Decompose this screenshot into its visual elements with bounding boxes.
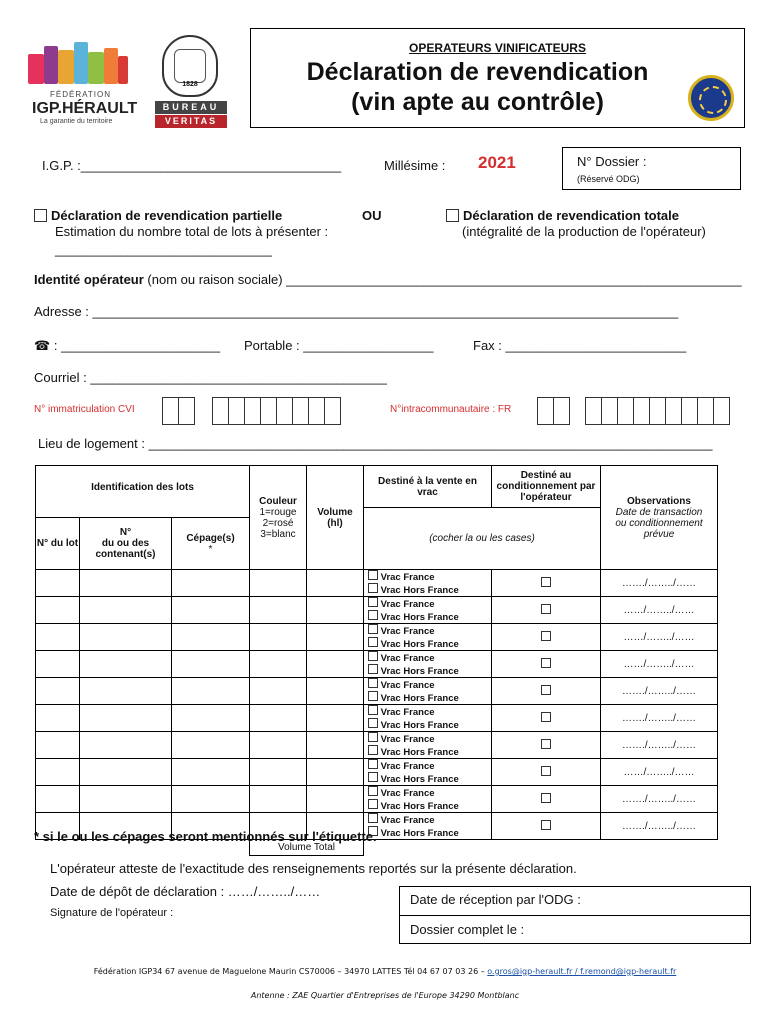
igp-tagline: La garantie du territoire <box>40 118 113 125</box>
obs-date-cell[interactable]: ……./……../…… <box>601 678 718 705</box>
vrac-france-option[interactable] <box>368 570 491 583</box>
vrac-france-option[interactable] <box>368 678 491 691</box>
obs-date-cell[interactable]: ……/……../…… <box>601 597 718 624</box>
vrac-france-option[interactable] <box>368 813 491 826</box>
title-line-2: (vin apte au contrôle) <box>351 88 604 116</box>
title-box <box>250 28 745 128</box>
contenants-cell[interactable] <box>80 597 172 624</box>
couleur-cell[interactable] <box>250 651 307 678</box>
email-blank: _________________________________________ <box>90 370 387 385</box>
or-label: OU <box>362 208 382 223</box>
vrac-hors-option[interactable] <box>368 583 491 596</box>
vrac-hors-checkbox[interactable] <box>368 718 378 728</box>
cond-checkbox[interactable] <box>541 766 551 776</box>
cepage-cell[interactable] <box>172 732 250 759</box>
signature-field[interactable]: Signature de l'opérateur : <box>50 907 174 919</box>
mobile-label: Portable : <box>244 338 300 353</box>
millesime-year: 2021 <box>478 153 516 172</box>
couleur-1: 1=rouge <box>259 506 297 518</box>
footer-email-link[interactable]: o.gros@igp-herault.fr / f.remond@igp-herault.fr <box>487 967 677 976</box>
total-label: Déclaration de revendication totale <box>463 208 680 223</box>
contenants-cell[interactable] <box>80 786 172 813</box>
header-contenants <box>80 518 172 570</box>
eu-igp-seal-icon <box>688 75 734 121</box>
bv-seal-icon <box>162 35 218 97</box>
volume-cell[interactable] <box>307 786 364 813</box>
email-field[interactable] <box>34 370 387 385</box>
header-couleur <box>250 466 307 570</box>
vrac-france-checkbox[interactable] <box>368 813 378 823</box>
vrac-france-label: Vrac France <box>380 653 435 664</box>
header-cepage <box>172 518 250 570</box>
vrac-france-label: Vrac France <box>380 707 435 718</box>
email-label: Courriel : <box>34 370 87 385</box>
intracom-digits[interactable] <box>537 397 569 425</box>
obs-date-cell[interactable]: ……/……../…… <box>601 759 718 786</box>
couleur-2: 2=rosé <box>262 517 294 529</box>
vrac-cell <box>364 570 492 597</box>
intracom-digits-2[interactable] <box>585 397 729 425</box>
cepage-cell[interactable] <box>172 678 250 705</box>
vrac-hors-label: Vrac Hors France <box>380 693 459 704</box>
address-field[interactable] <box>34 304 678 319</box>
cepage-cell[interactable] <box>172 570 250 597</box>
vrac-hors-checkbox[interactable] <box>368 745 378 755</box>
cond-checkbox[interactable] <box>541 739 551 749</box>
volume-cell[interactable] <box>307 759 364 786</box>
vrac-hors-option[interactable] <box>368 610 491 623</box>
cond-checkbox[interactable] <box>541 631 551 641</box>
obs-date-cell[interactable]: ……./……../…… <box>601 813 718 840</box>
table-row <box>36 597 718 624</box>
cond-checkbox[interactable] <box>541 793 551 803</box>
cond-cell <box>492 624 601 651</box>
vrac-france-option[interactable] <box>368 732 491 745</box>
vrac-hors-option[interactable] <box>368 664 491 677</box>
lot-number-cell[interactable] <box>36 651 80 678</box>
lot-number-cell[interactable] <box>36 705 80 732</box>
table-row <box>36 759 718 786</box>
igp-blank: ____________________________________ <box>80 158 342 173</box>
vrac-hors-label: Vrac Hors France <box>380 666 459 677</box>
phone-label: : <box>53 338 58 353</box>
obs-date-cell[interactable]: ……./……../…… <box>601 732 718 759</box>
cond-cell <box>492 678 601 705</box>
volume-unit: (hl) <box>327 517 343 529</box>
cond-checkbox[interactable] <box>541 658 551 668</box>
vrac-hors-label: Vrac Hors France <box>380 801 459 812</box>
cond-checkbox[interactable] <box>541 712 551 722</box>
cvi-digits[interactable] <box>162 397 194 425</box>
bureau-veritas-logo <box>150 35 230 130</box>
cepage-cell[interactable] <box>172 624 250 651</box>
volume-cell[interactable] <box>307 624 364 651</box>
lieu-blank: ______________________________________________________________________________ <box>148 436 713 451</box>
table-row <box>36 786 718 813</box>
cond-checkbox[interactable] <box>541 685 551 695</box>
cepage-label: Cépage(s) <box>186 532 235 544</box>
volume-cell[interactable] <box>307 597 364 624</box>
couleur-cell[interactable] <box>250 759 307 786</box>
identity-blank: _______________________________________________________________ <box>286 272 742 287</box>
table-row <box>36 624 718 651</box>
cond-checkbox[interactable] <box>541 577 551 587</box>
lieu-label: Lieu de logement : <box>38 436 145 451</box>
contenants-cell[interactable] <box>80 732 172 759</box>
contenants-cell[interactable] <box>80 651 172 678</box>
contenants-label: du ou des contenant(s) <box>95 538 156 560</box>
cond-cell <box>492 651 601 678</box>
dossier-note: (Réservé ODG) <box>577 174 640 184</box>
table-row <box>36 570 718 597</box>
identity-label: Identité opérateur <box>34 272 144 287</box>
contenants-cell[interactable] <box>80 759 172 786</box>
couleur-cell[interactable] <box>250 705 307 732</box>
couleur-cell[interactable] <box>250 786 307 813</box>
mobile-field[interactable] <box>244 338 433 353</box>
document-title <box>251 57 704 117</box>
dossier-label: N° Dossier : <box>577 154 647 169</box>
cond-cell <box>492 597 601 624</box>
igp-federation-text: FÉDÉRATION <box>50 90 111 99</box>
vrac-hors-checkbox[interactable] <box>368 610 378 620</box>
vrac-france-label: Vrac France <box>380 815 435 826</box>
reception-date-field[interactable]: Date de réception par l'ODG : <box>400 887 750 916</box>
vrac-france-option[interactable] <box>368 759 491 772</box>
contenants-cell[interactable] <box>80 678 172 705</box>
couleur-3: 3=blanc <box>260 528 296 540</box>
vrac-cell <box>364 732 492 759</box>
cond-cell <box>492 786 601 813</box>
dossier-box <box>562 147 741 190</box>
couleur-cell[interactable] <box>250 570 307 597</box>
vrac-france-checkbox[interactable] <box>368 732 378 742</box>
volume-cell[interactable] <box>307 678 364 705</box>
vrac-france-checkbox[interactable] <box>368 651 378 661</box>
cepage-cell[interactable] <box>172 759 250 786</box>
phone-field[interactable] <box>34 338 220 354</box>
intracom-label: N°intracommunautaire : FR <box>390 404 512 415</box>
cvi-label: N° immatriculation CVI <box>34 404 135 415</box>
lot-number-cell[interactable] <box>36 678 80 705</box>
vrac-hors-option[interactable] <box>368 772 491 785</box>
phone-icon: ☎ <box>34 338 51 353</box>
lot-number-cell[interactable] <box>36 624 80 651</box>
vrac-cell <box>364 651 492 678</box>
vrac-hors-checkbox[interactable] <box>368 691 378 701</box>
vrac-hors-option[interactable] <box>368 718 491 731</box>
vrac-france-checkbox[interactable] <box>368 570 378 580</box>
dossier-complet-field[interactable]: Dossier complet le : <box>410 922 525 937</box>
lot-number-cell[interactable] <box>36 786 80 813</box>
igp-logo-squares <box>22 40 132 90</box>
vrac-cell <box>364 678 492 705</box>
category-title: OPERATEURS VINIFICATEURS <box>409 41 586 55</box>
obs-date-cell[interactable]: ……./……../…… <box>601 705 718 732</box>
vrac-france-label: Vrac France <box>380 788 435 799</box>
header-ident: Identification des lots <box>36 466 250 518</box>
cond-cell <box>492 570 601 597</box>
vrac-cell <box>364 705 492 732</box>
cond-checkbox[interactable] <box>541 820 551 830</box>
vrac-france-option[interactable] <box>368 624 491 637</box>
contenants-cell[interactable] <box>80 624 172 651</box>
lieu-field[interactable] <box>38 436 713 451</box>
volume-cell[interactable] <box>307 732 364 759</box>
igp-herault-logo <box>22 40 140 130</box>
vrac-france-label: Vrac France <box>380 734 435 745</box>
vrac-hors-checkbox[interactable] <box>368 583 378 593</box>
vrac-france-checkbox[interactable] <box>368 624 378 634</box>
header-vrac: Destiné à la vente en vrac <box>364 466 492 508</box>
footer-address <box>0 967 770 976</box>
vrac-cell <box>364 624 492 651</box>
vrac-cell <box>364 813 492 840</box>
attestation-text: L'opérateur atteste de l'exactitude des renseignements reportés sur la présente déclaration. <box>50 861 577 876</box>
vrac-france-label: Vrac France <box>380 572 435 583</box>
vrac-france-checkbox[interactable] <box>368 786 378 796</box>
vrac-hors-checkbox[interactable] <box>368 637 378 647</box>
cepage-cell[interactable] <box>172 651 250 678</box>
fax-field[interactable] <box>473 338 686 353</box>
cond-cell <box>492 705 601 732</box>
vrac-france-checkbox[interactable] <box>368 759 378 769</box>
vrac-france-option[interactable] <box>368 705 491 718</box>
cond-cell <box>492 732 601 759</box>
bv-year: 1828 <box>182 81 198 88</box>
vrac-france-label: Vrac France <box>380 761 435 772</box>
vrac-france-checkbox[interactable] <box>368 597 378 607</box>
lot-number-cell[interactable] <box>36 759 80 786</box>
identity-field[interactable] <box>34 272 742 287</box>
contenants-cell[interactable] <box>80 705 172 732</box>
identity-sub: (nom ou raison sociale) <box>147 272 283 287</box>
vrac-cell <box>364 786 492 813</box>
address-label: Adresse : <box>34 304 89 319</box>
partial-label: Déclaration de revendication partielle <box>51 208 283 223</box>
volume-total-label: Volume Total <box>250 840 364 856</box>
vrac-hors-option[interactable] <box>368 745 491 758</box>
lot-number-cell[interactable] <box>36 570 80 597</box>
vrac-hors-option[interactable] <box>368 799 491 812</box>
vrac-hors-option[interactable] <box>368 826 491 839</box>
date-depot-field[interactable]: Date de dépôt de déclaration : ……/……../…… <box>50 884 321 899</box>
header-obs <box>601 466 718 570</box>
vrac-hors-label: Vrac Hors France <box>380 828 459 839</box>
obs-date-cell[interactable]: ……./……../…… <box>601 786 718 813</box>
vrac-hors-label: Vrac Hors France <box>380 747 459 758</box>
obs-sub: Date de transaction ou conditionnement prévue <box>615 506 703 540</box>
vrac-cell <box>364 597 492 624</box>
lot-number-cell[interactable] <box>36 597 80 624</box>
table-row <box>36 678 718 705</box>
contenants-n: N° <box>119 527 132 538</box>
igp-name-text: IGP.HÉRAULT <box>32 100 138 117</box>
vrac-hors-label: Vrac Hors France <box>380 612 459 623</box>
vrac-hors-checkbox[interactable] <box>368 799 378 809</box>
cvi-digits-2[interactable] <box>212 397 340 425</box>
vrac-france-label: Vrac France <box>380 599 435 610</box>
vrac-france-option[interactable] <box>368 651 491 664</box>
vrac-hors-checkbox[interactable] <box>368 772 378 782</box>
vrac-france-checkbox[interactable] <box>368 678 378 688</box>
mobile-blank: __________________ <box>303 338 434 353</box>
phone-blank: ______________________ <box>61 338 221 353</box>
vrac-france-label: Vrac France <box>380 626 435 637</box>
partial-checkbox[interactable] <box>34 209 47 222</box>
vrac-france-option[interactable] <box>368 597 491 610</box>
partial-declaration-option[interactable] <box>34 208 282 223</box>
lot-number-cell[interactable] <box>36 732 80 759</box>
vrac-hors-label: Vrac Hors France <box>380 639 459 650</box>
couleur-cell[interactable] <box>250 624 307 651</box>
cond-cell <box>492 813 601 840</box>
couleur-cell[interactable] <box>250 732 307 759</box>
cepage-star: * <box>208 543 213 555</box>
header-cond: Destiné au conditionnement par l'opérateur <box>492 466 601 508</box>
vrac-hors-label: Vrac Hors France <box>380 774 459 785</box>
cepage-cell[interactable] <box>172 597 250 624</box>
total-sub: (intégralité de la production de l'opérateur) <box>462 224 706 239</box>
couleur-cell[interactable] <box>250 678 307 705</box>
footer-antenne: Antenne : ZAE Quartier d'Entreprises de l'Europe 34290 Montblanc <box>250 991 520 1000</box>
bv-band-top: BUREAU <box>155 101 227 114</box>
title-line-1: Déclaration de revendication <box>306 58 649 86</box>
couleur-title: Couleur <box>259 495 297 507</box>
vrac-france-option[interactable] <box>368 786 491 799</box>
bv-band-bottom: VERITAS <box>155 115 227 128</box>
vrac-france-checkbox[interactable] <box>368 705 378 715</box>
cepage-cell[interactable] <box>172 705 250 732</box>
fax-blank: _________________________ <box>505 338 687 353</box>
address-blank: _________________________________________________________________________________ <box>92 304 679 319</box>
fax-label: Fax : <box>473 338 502 353</box>
partial-sub: Estimation du nombre total de lots à présenter : <box>55 224 329 239</box>
couleur-cell[interactable] <box>250 597 307 624</box>
vrac-hors-label: Vrac Hors France <box>380 720 459 731</box>
vrac-france-label: Vrac France <box>380 680 435 691</box>
cond-checkbox[interactable] <box>541 604 551 614</box>
cepage-note: * si le ou les cépages seront mentionnés sur l'étiquette. <box>34 829 377 844</box>
volume-cell[interactable] <box>307 651 364 678</box>
obs-title: Observations <box>627 495 691 507</box>
header-volume <box>307 466 364 570</box>
obs-date-cell[interactable]: ……/……../…… <box>601 651 718 678</box>
obs-date-cell[interactable]: ……./……../…… <box>601 570 718 597</box>
cond-cell <box>492 759 601 786</box>
volume-title: Volume <box>317 506 353 518</box>
igp-field[interactable] <box>42 158 341 173</box>
total-declaration-option[interactable] <box>446 208 679 223</box>
table-row <box>36 732 718 759</box>
cepage-cell[interactable] <box>172 786 250 813</box>
contenants-cell[interactable] <box>80 570 172 597</box>
lots-table <box>35 465 718 856</box>
volume-cell[interactable] <box>307 570 364 597</box>
vrac-hors-option[interactable] <box>368 691 491 704</box>
odg-box <box>399 886 751 944</box>
total-checkbox[interactable] <box>446 209 459 222</box>
lot-rows <box>36 570 718 840</box>
vrac-cell <box>364 759 492 786</box>
footer-address-text: Fédération IGP34 67 avenue de Maguelone Maurin CS70006 – 34970 LATTES Tél 04 67 07 03 26 – <box>93 967 485 976</box>
obs-date-cell[interactable]: ……/……../…… <box>601 624 718 651</box>
header-num-lot: N° du lot <box>36 518 80 570</box>
igp-label: I.G.P. : <box>42 158 81 173</box>
volume-cell[interactable] <box>307 705 364 732</box>
vrac-hors-checkbox[interactable] <box>368 664 378 674</box>
vrac-hors-label: Vrac Hors France <box>380 585 459 596</box>
lots-estimate-field[interactable]: ______________________________ <box>55 242 272 257</box>
table-row <box>36 651 718 678</box>
table-row <box>36 705 718 732</box>
vrac-hors-option[interactable] <box>368 637 491 650</box>
header-cocher: (cocher la ou les cases) <box>364 508 601 570</box>
millesime-label: Millésime : <box>384 158 446 173</box>
